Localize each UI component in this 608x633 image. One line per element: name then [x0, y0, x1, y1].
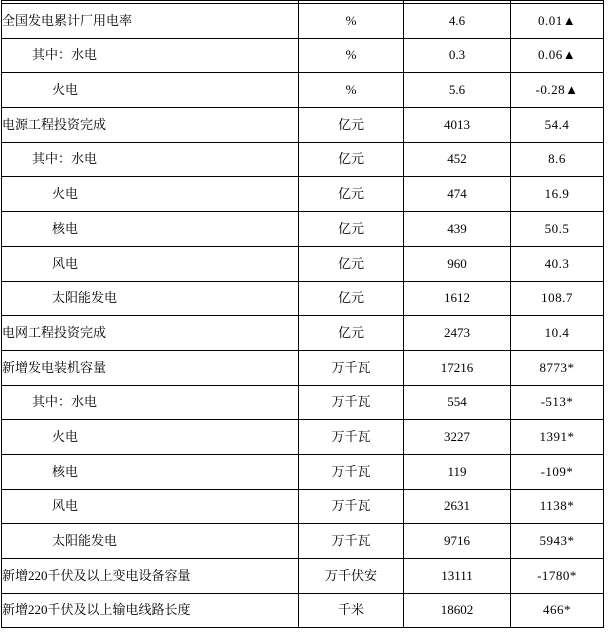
unit-cell: 万千瓦 [299, 524, 404, 559]
indicator-cell: 新增220千伏及以上输电线路长度 [2, 593, 299, 628]
unit-cell: % [299, 73, 404, 108]
table-row [2, 385, 604, 420]
value-cell: 452 [404, 142, 511, 177]
table-row [2, 489, 604, 524]
indicator-cell: 核电 [2, 454, 299, 489]
table-row [2, 177, 604, 212]
change-cell: 40.3 [511, 246, 604, 281]
table-row [2, 38, 604, 73]
value-cell: 4013 [404, 108, 511, 143]
table-row [2, 246, 604, 281]
value-cell: 439 [404, 212, 511, 247]
table-row [2, 454, 604, 489]
change-cell: 108.7 [511, 281, 604, 316]
value-cell: 0.3 [404, 38, 511, 73]
unit-cell: 亿元 [299, 281, 404, 316]
value-cell: 554 [404, 385, 511, 420]
unit-cell: 亿元 [299, 212, 404, 247]
table-row [2, 108, 604, 143]
table-row [2, 73, 604, 108]
indicator-cell: 火电 [2, 420, 299, 455]
change-cell: 16.9 [511, 177, 604, 212]
table-row [2, 350, 604, 385]
table-row [2, 212, 604, 247]
change-cell: -513* [511, 385, 604, 420]
indicator-cell: 风电 [2, 489, 299, 524]
value-cell: 4.6 [404, 4, 511, 39]
unit-cell: % [299, 4, 404, 39]
indicator-cell: 其中：水电 [2, 385, 299, 420]
unit-cell: 万千瓦 [299, 454, 404, 489]
change-cell: 466* [511, 593, 604, 628]
indicator-cell: 其中：水电 [2, 142, 299, 177]
unit-cell: 万千伏安 [299, 559, 404, 594]
unit-cell: 亿元 [299, 177, 404, 212]
change-cell: -109* [511, 454, 604, 489]
value-cell: 17216 [404, 350, 511, 385]
table-row [2, 559, 604, 594]
unit-cell: 亿元 [299, 316, 404, 351]
indicator-cell: 核电 [2, 212, 299, 247]
change-cell: 1391* [511, 420, 604, 455]
indicator-cell: 电源工程投资完成 [2, 108, 299, 143]
unit-cell: 千米 [299, 593, 404, 628]
value-cell: 1612 [404, 281, 511, 316]
indicator-cell: 风电 [2, 246, 299, 281]
value-cell: 9716 [404, 524, 511, 559]
value-cell: 960 [404, 246, 511, 281]
indicator-cell: 全国发电累计厂用电率 [2, 4, 299, 39]
unit-cell: % [299, 38, 404, 73]
value-cell: 119 [404, 454, 511, 489]
table-row [2, 420, 604, 455]
power-statistics-table [1, 0, 604, 628]
change-cell: 54.4 [511, 108, 604, 143]
value-cell: 18602 [404, 593, 511, 628]
unit-cell: 亿元 [299, 246, 404, 281]
value-cell: 2631 [404, 489, 511, 524]
change-cell: 0.01▲ [511, 4, 604, 39]
indicator-cell: 火电 [2, 73, 299, 108]
table-row [2, 4, 604, 39]
change-cell: -0.28▲ [511, 73, 604, 108]
unit-cell: 亿元 [299, 142, 404, 177]
unit-cell: 万千瓦 [299, 350, 404, 385]
table-row [2, 593, 604, 628]
indicator-cell: 电网工程投资完成 [2, 316, 299, 351]
unit-cell: 亿元 [299, 108, 404, 143]
unit-cell: 万千瓦 [299, 489, 404, 524]
change-cell: 8773* [511, 350, 604, 385]
change-cell: 10.4 [511, 316, 604, 351]
value-cell: 2473 [404, 316, 511, 351]
change-cell: 8.6 [511, 142, 604, 177]
value-cell: 13111 [404, 559, 511, 594]
change-cell: 0.06▲ [511, 38, 604, 73]
change-cell: -1780* [511, 559, 604, 594]
value-cell: 474 [404, 177, 511, 212]
table-row [2, 281, 604, 316]
indicator-cell: 新增220千伏及以上变电设备容量 [2, 559, 299, 594]
table-row [2, 524, 604, 559]
indicator-cell: 太阳能发电 [2, 281, 299, 316]
unit-cell: 万千瓦 [299, 420, 404, 455]
table-row [2, 316, 604, 351]
indicator-cell: 火电 [2, 177, 299, 212]
unit-cell: 万千瓦 [299, 385, 404, 420]
table-body [2, 1, 604, 628]
indicator-cell: 新增发电装机容量 [2, 350, 299, 385]
change-cell: 1138* [511, 489, 604, 524]
indicator-cell: 太阳能发电 [2, 524, 299, 559]
change-cell: 5943* [511, 524, 604, 559]
value-cell: 5.6 [404, 73, 511, 108]
table-row [2, 142, 604, 177]
value-cell: 3227 [404, 420, 511, 455]
indicator-cell: 其中：水电 [2, 38, 299, 73]
change-cell: 50.5 [511, 212, 604, 247]
